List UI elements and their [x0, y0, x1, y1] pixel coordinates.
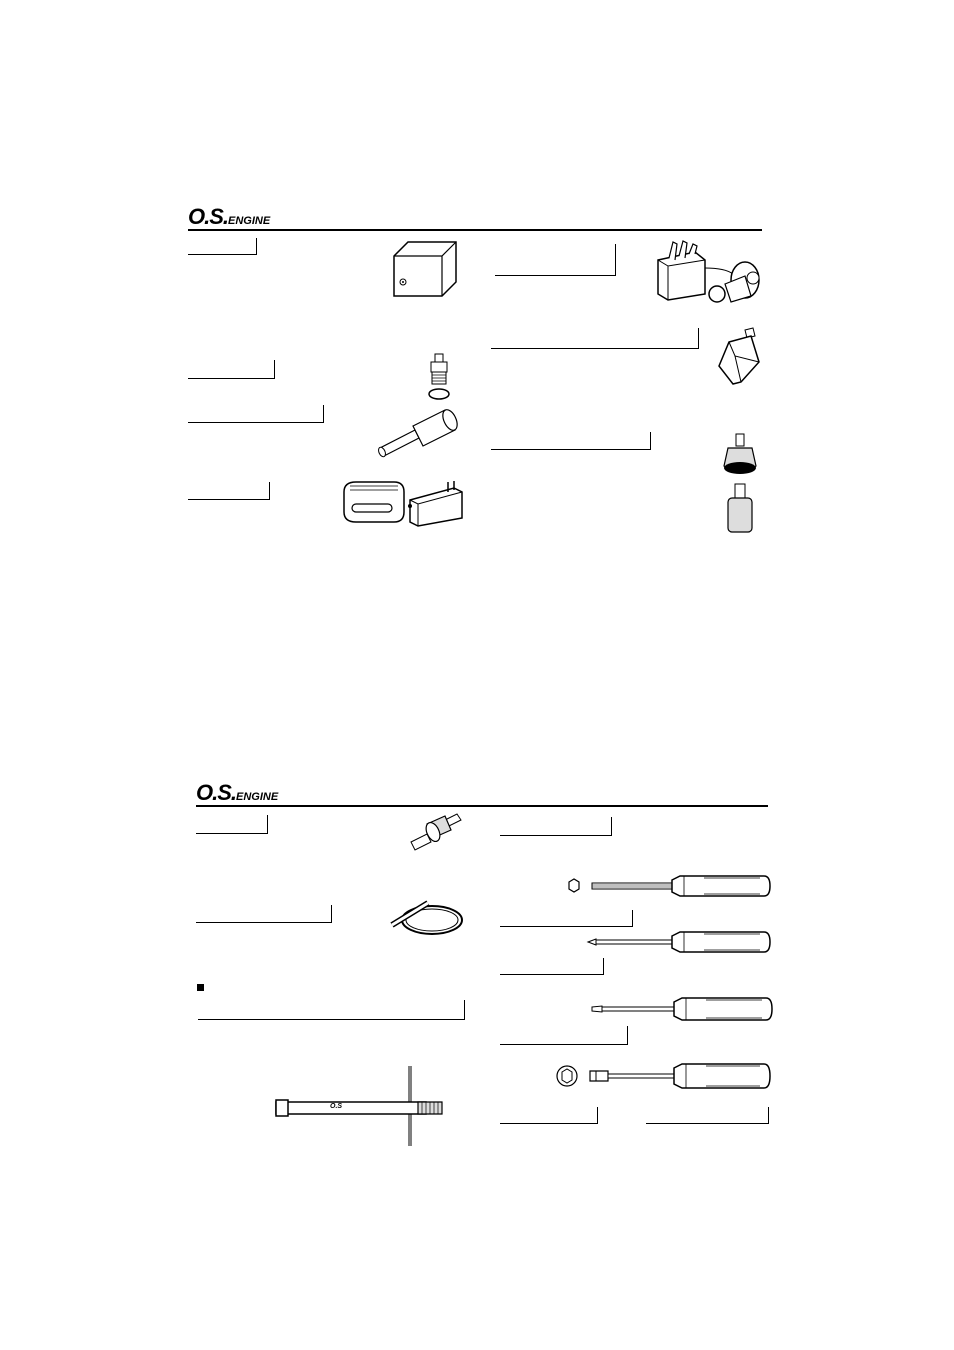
- label-line-phillips: [500, 958, 604, 975]
- logo-main: O.S.: [188, 204, 229, 229]
- fuel-filter-illustration: [715, 326, 765, 390]
- flat-driver-illustration: [590, 996, 774, 1024]
- label-line-starter: [495, 244, 616, 276]
- label-line-fuel-clunk: [491, 432, 651, 450]
- logo-sub: ENGINE: [236, 791, 279, 803]
- logo-main: O.S.: [196, 780, 237, 805]
- label-line-silicone-tube: [196, 905, 332, 923]
- section-bullet: [197, 984, 204, 991]
- header-rule-top: [188, 229, 762, 231]
- label-line-wrench-section: [198, 1000, 465, 1020]
- brand-logo-top: [188, 206, 270, 228]
- label-line-fuel-filter: [491, 328, 699, 349]
- charger-illustration: [338, 478, 468, 528]
- label-line-socket-size: [646, 1107, 769, 1124]
- label-line-tools: [500, 817, 612, 836]
- starter-illustration: [655, 238, 770, 308]
- battery-illustration: [390, 238, 460, 298]
- logo-sub: ENGINE: [228, 215, 271, 227]
- t-wrench-illustration: [272, 1064, 447, 1150]
- plug-socket-illustration: [375, 400, 465, 460]
- label-line-socket-driver: [500, 1107, 598, 1124]
- fuel-nipple-illustration: [405, 810, 465, 852]
- silicone-tube-illustration: [388, 895, 468, 940]
- label-line-fuel-nipple: [196, 815, 268, 834]
- shaft-brand-label: O.S: [330, 1103, 343, 1110]
- phillips-driver-illustration: [586, 930, 774, 956]
- label-line-hex-driver: [500, 910, 633, 927]
- header-rule-bottom: [196, 805, 768, 807]
- label-line-battery: [188, 238, 257, 255]
- label-line-charger: [188, 482, 270, 500]
- brand-logo-bottom: [196, 782, 278, 804]
- hex-driver-illustration: [564, 874, 774, 904]
- socket-driver-illustration: [556, 1062, 774, 1092]
- fuel-clunk-illustration: [720, 432, 760, 537]
- label-line-flat-driver: [500, 1026, 628, 1045]
- label-line-plug-cap: [188, 405, 324, 423]
- glow-plug-illustration: [424, 352, 454, 402]
- label-line-glow-plug: [188, 360, 275, 379]
